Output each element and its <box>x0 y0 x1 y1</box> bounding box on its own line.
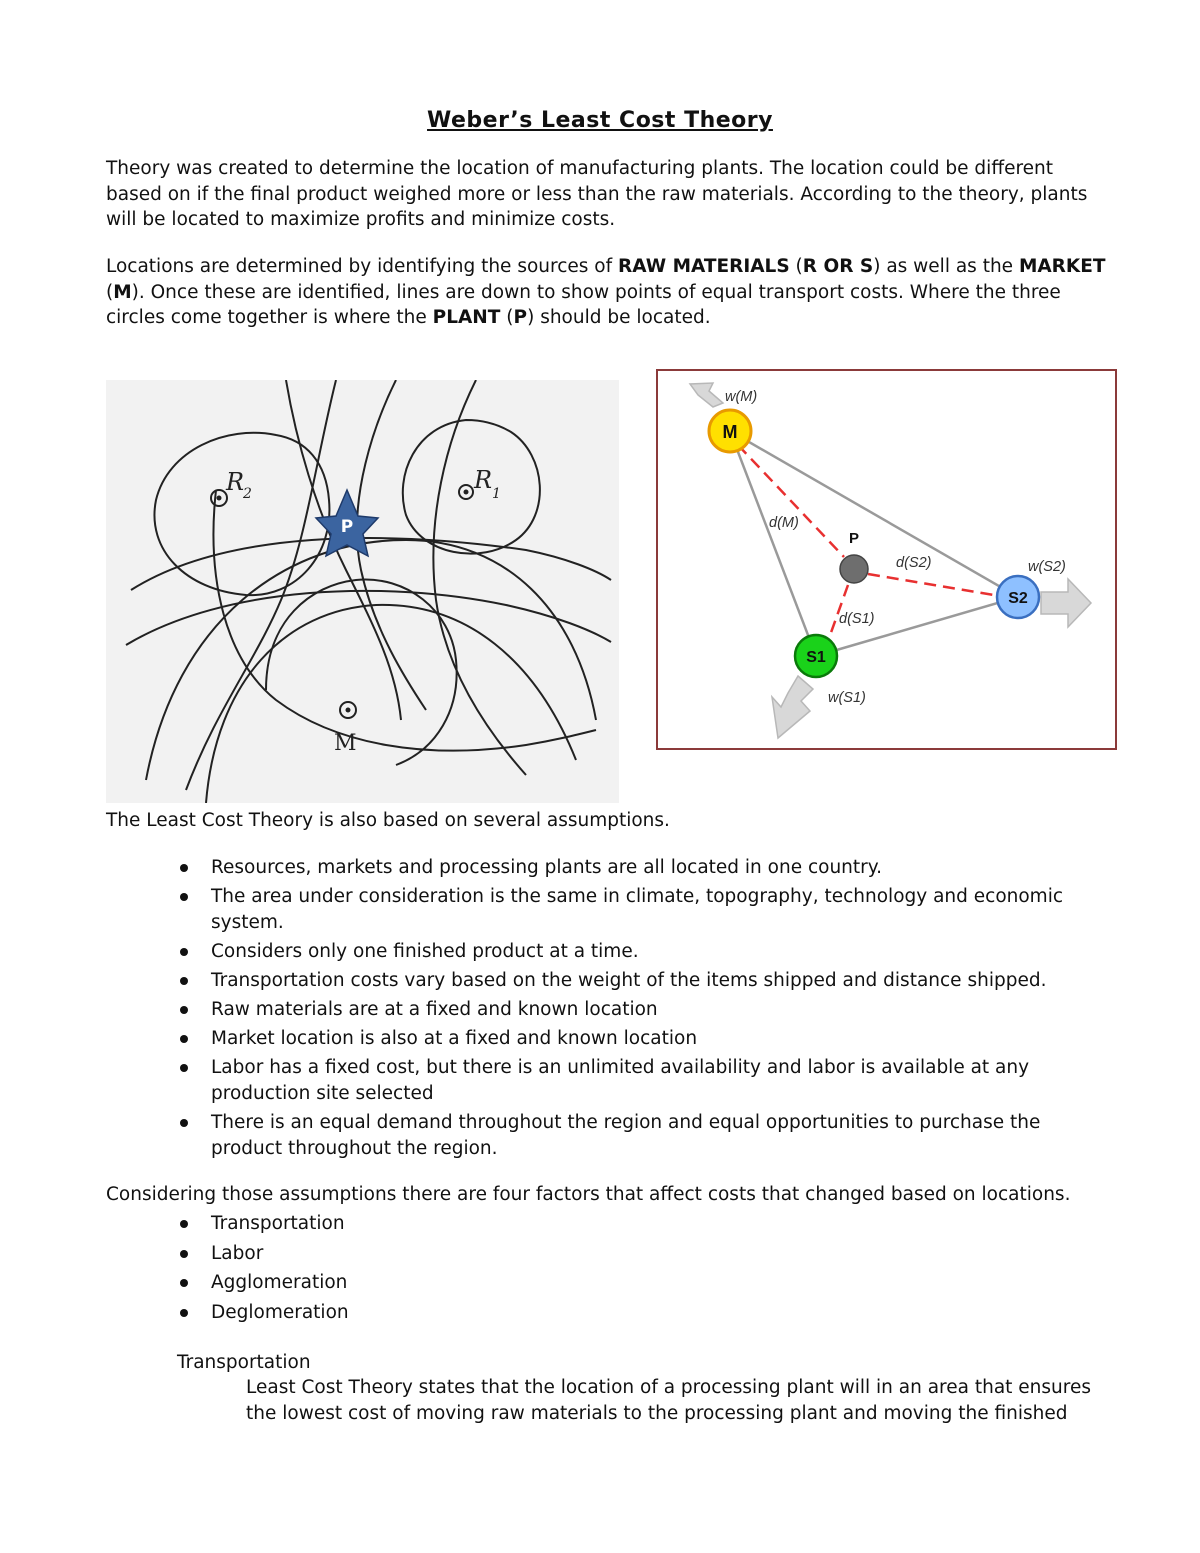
ws1-label: w(S1) <box>828 690 866 706</box>
list-item: Resources, markets and processing plants are all located in one country. <box>211 855 1091 881</box>
sketch-image <box>106 380 619 803</box>
text-span: ). Once these are identified, lines are down to show points of equal transport costs. Where the three circles come together is where the <box>106 281 1061 328</box>
text-span: ) should be located. <box>527 307 711 328</box>
diagram-svg <box>658 371 1115 748</box>
text-span: ( <box>106 281 114 303</box>
transportation-heading: Transportation <box>177 1352 311 1373</box>
plant-term: PLANT <box>432 307 501 328</box>
list-item: Transportation costs vary based on the weight of the items shipped and distance shipped. <box>211 968 1091 994</box>
factors-list <box>211 1211 1091 1329</box>
r2-label: R <box>226 468 245 496</box>
r1-label: R <box>474 466 493 494</box>
market-term: MARKET <box>1018 256 1106 277</box>
list-item: Labor <box>211 1241 1091 1267</box>
factors-intro: Considering those assumptions there are four factors that affect costs that changed based on locations. <box>106 1184 1071 1205</box>
list-item: There is an equal demand throughout the region and equal opportunities to purchase the product throughout the region. <box>211 1110 1091 1162</box>
dm-label: d(M) <box>769 515 799 531</box>
s2-node-label: S2 <box>1008 590 1028 607</box>
list-item: The area under consideration is the same in climate, topography, technology and economic system. <box>211 884 1091 936</box>
arrow-ws2-icon <box>1041 579 1091 627</box>
raw-materials-term: RAW MATERIALS <box>617 256 790 277</box>
text-span: Locations are determined by identifying the sources of <box>106 256 618 277</box>
market-node-label: M <box>722 422 738 442</box>
plant-node <box>840 555 868 583</box>
arrow-wm-icon <box>690 383 723 407</box>
m-dot <box>346 708 351 713</box>
r-or-s-term: R OR S <box>802 256 874 277</box>
r1-dot <box>464 490 469 495</box>
text-span: ( <box>789 256 803 277</box>
r1-subscript: 1 <box>492 486 501 502</box>
edge-m-s1 <box>730 431 816 656</box>
arc-6 <box>286 380 401 720</box>
arrow-ws1-icon <box>772 676 813 738</box>
m-label: M <box>334 731 357 756</box>
assumptions-list <box>211 855 1091 1165</box>
star-p-label: P <box>340 517 354 537</box>
intro-paragraph: Theory was created to determine the location of manufacturing plants. The location could be different based on if the final product weighed more or less than the raw materials. According to the theory, plants will be located to maximize profits and minimize costs. <box>106 158 1088 230</box>
plant-node-label: P <box>849 530 860 547</box>
arc-4 <box>206 605 576 803</box>
arc-5 <box>357 380 426 710</box>
list-item: Deglomeration <box>211 1300 1091 1326</box>
arc-1 <box>131 538 611 590</box>
weber-triangle-diagram <box>656 369 1117 750</box>
edge-m-s2 <box>730 431 1018 597</box>
m-term: M <box>113 281 132 303</box>
p-term: P <box>513 307 528 328</box>
text-span: ) as well as the <box>873 256 1019 277</box>
r2-dot <box>217 496 222 501</box>
list-item: Labor has a fixed cost, but there is an unlimited availability and labor is available at any production site selected <box>211 1055 1091 1107</box>
list-item: Market location is also at a fixed and known location <box>211 1026 1091 1052</box>
ds1-label: d(S1) <box>839 611 875 627</box>
s1-node-label: S1 <box>806 649 826 666</box>
locations-paragraph <box>106 254 1106 331</box>
list-item: Agglomeration <box>211 1270 1091 1296</box>
list-item: Transportation <box>211 1211 1091 1237</box>
list-item: Considers only one finished product at a time. <box>211 939 1091 965</box>
dash-m-p <box>738 445 844 557</box>
list-item: Raw materials are at a fixed and known location <box>211 997 1091 1023</box>
dash-p-s2 <box>868 574 1000 596</box>
sketch-svg <box>106 380 619 803</box>
r2-subscript: 2 <box>243 486 252 502</box>
ws2-label: w(S2) <box>1028 559 1066 575</box>
ds2-label: d(S2) <box>896 555 932 571</box>
assumptions-intro: The Least Cost Theory is also based on several assumptions. <box>106 810 670 831</box>
transportation-paragraph: Least Cost Theory states that the location of a processing plant will in an area that ensures the lowest cost of moving raw materials to the processing plant and moving the finished <box>246 1377 1091 1424</box>
page-title: Weber’s Least Cost Theory <box>427 108 773 133</box>
text-span: ( <box>500 307 514 328</box>
wm-label: w(M) <box>725 389 758 405</box>
